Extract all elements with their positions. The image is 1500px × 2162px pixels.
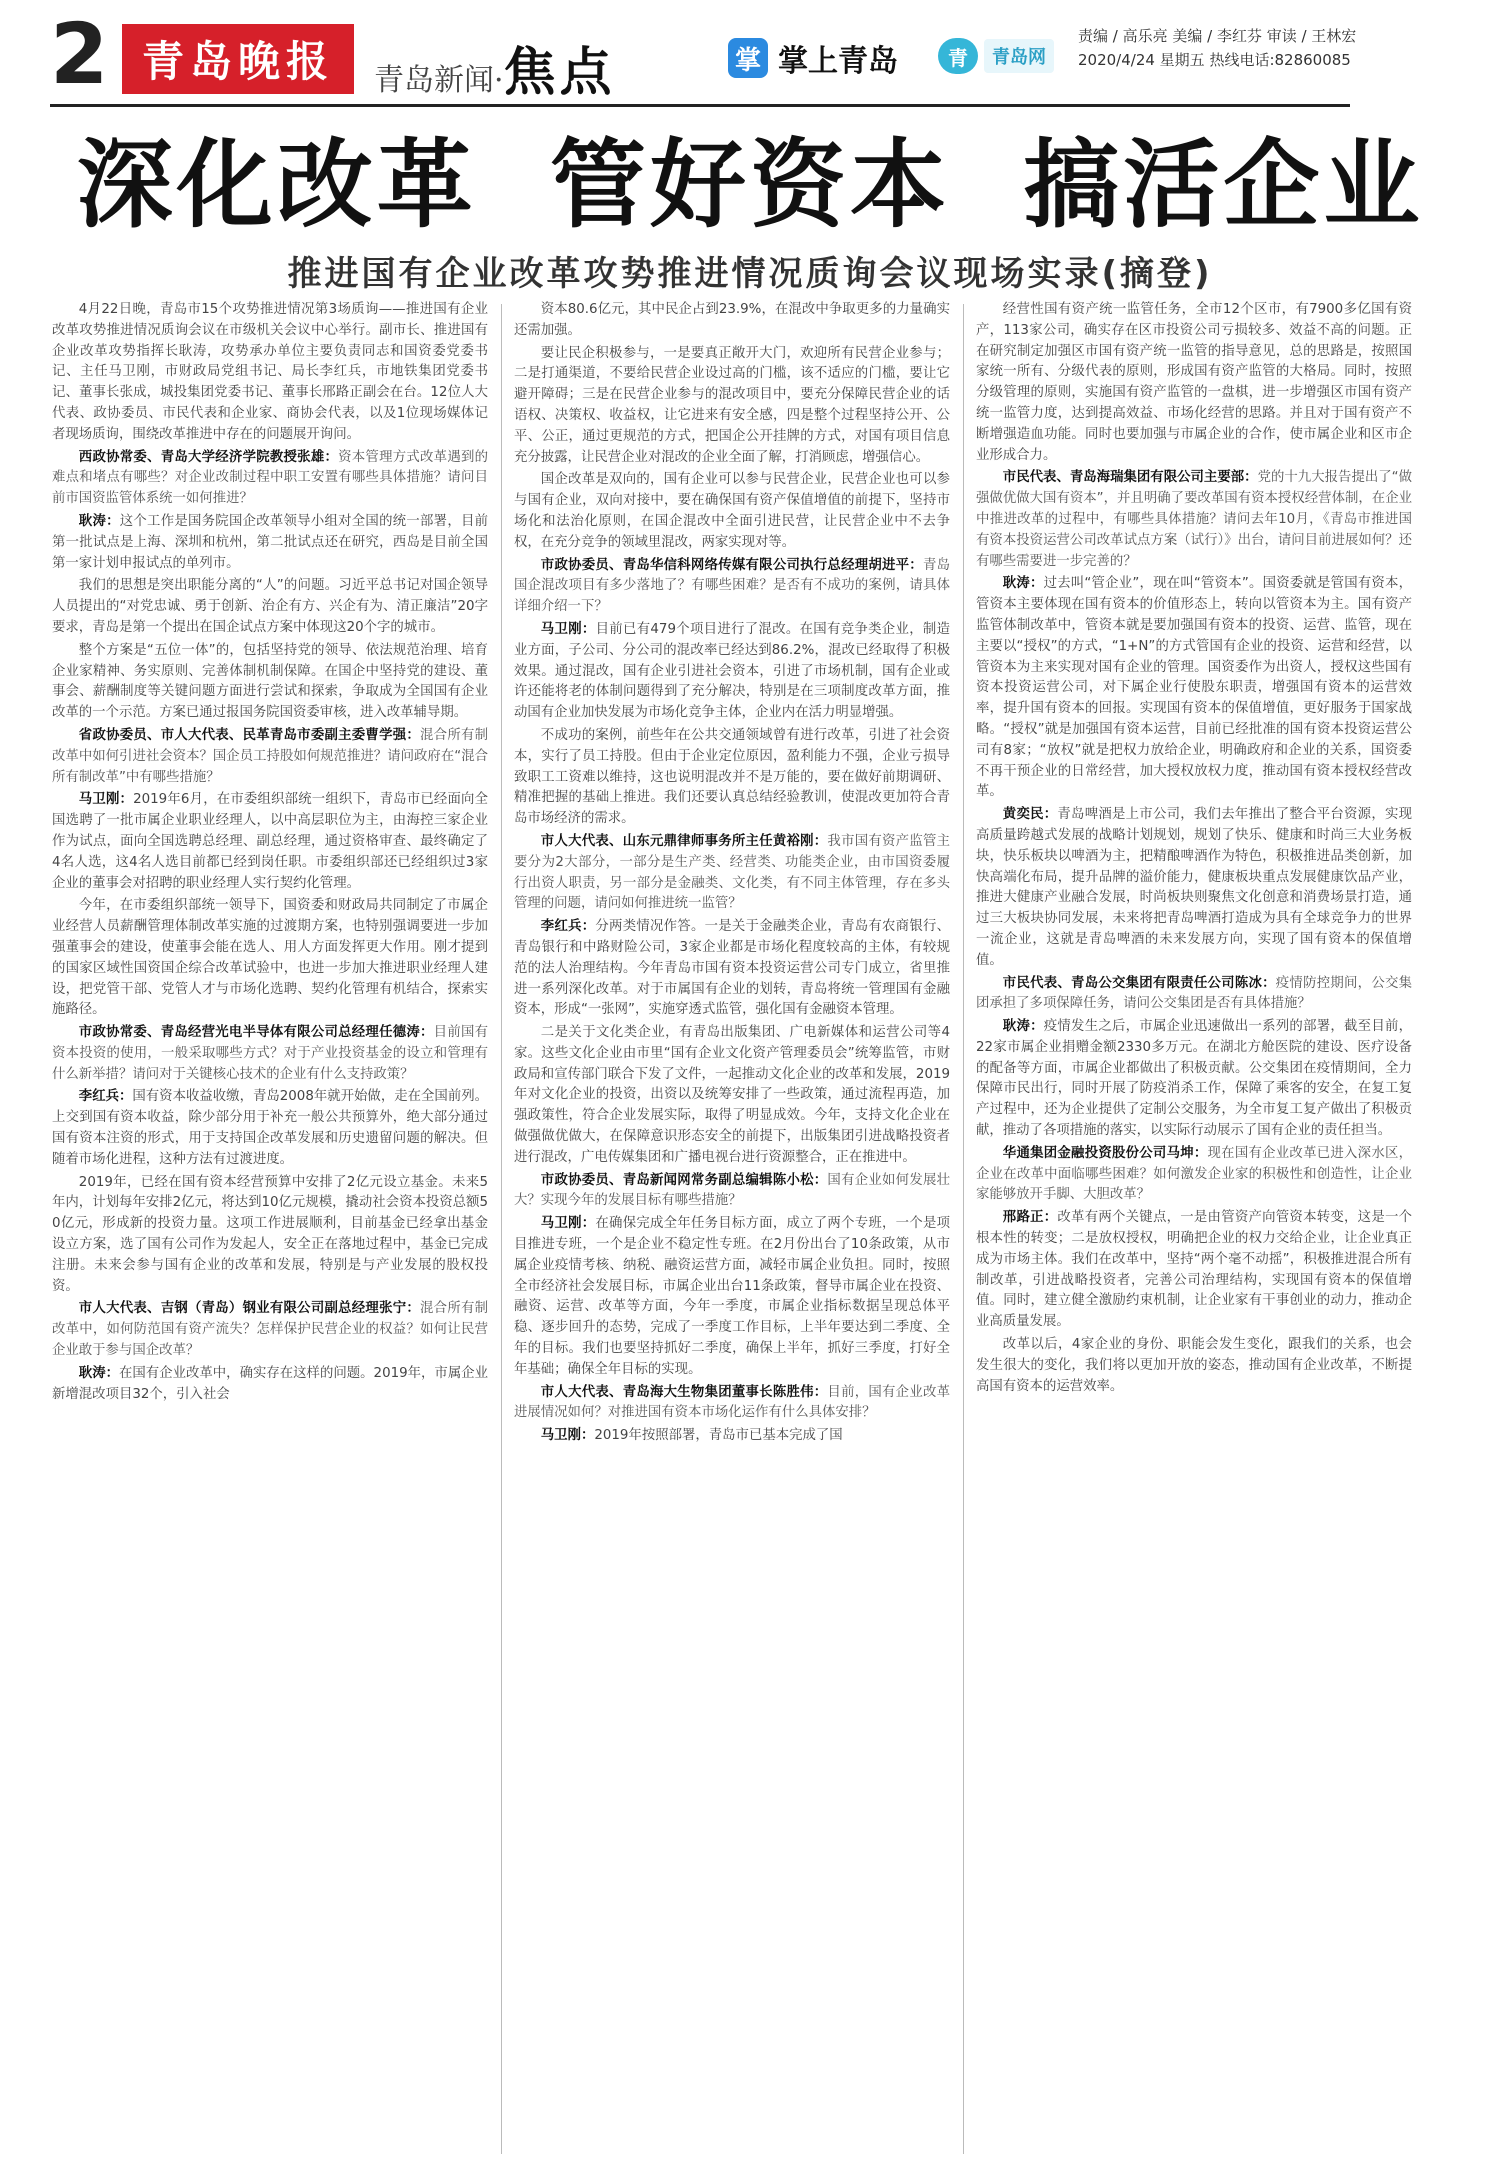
section-sub: 青岛新闻 [374, 63, 494, 98]
question-paragraph [976, 974, 1412, 1016]
answer-paragraph [52, 790, 488, 894]
answer-text: 这个工作是国务院国企改革领导小组对全国的统一部署，目前第一批试点是上海、深圳和杭州，第二批试点还在研究，西岛是目前全国第一家计划申报试点的单列市。 [52, 513, 488, 571]
section-title [374, 30, 616, 105]
answerer-name: 耿涛： [1002, 576, 1044, 592]
answerer-name: 耿涛： [78, 513, 120, 529]
question-paragraph [52, 1299, 488, 1361]
question-paragraph [514, 556, 950, 618]
body-paragraph: 国企改革是双向的，国有企业可以参与民营企业，民营企业也可以参与国有企业，双向对接中，要在确保国有资产保值增值的前提下，坚持市场化和法治化原则，在国企混改中全面引进民营，让民营企业中不去争权，在充分竞争的领域里混改，两家实现对等。 [514, 472, 950, 550]
question-text: 资本管理方式改革遇到的难点和堵点有哪些？对企业改制过程中职工安置有哪些具体措施？请问目前市国资监管体系统一如何推进？ [52, 449, 488, 507]
question-text: 目前，国有企业改革进展情况如何？对推进国有资本市场化运作有什么具体安排？ [514, 1384, 950, 1421]
newspaper-name: 青岛晚报 [141, 37, 334, 86]
answer-text: 在国有企业改革中，确实存在这样的问题。2019年，市属企业新增混改项目32个，引入社会 [52, 1365, 488, 1402]
question-text: 党的十九大报告提出了“做强做优做大国有资本”，并且明确了要改革国有资本授权经营体制，在企业中推进改革的过程中，有哪些具体措施？请问去年10月，《青岛市推进国有资本投资运营公司改革试点方案（试行）》出台，请问目前进展如何？还有哪些需要进一步完善的？ [976, 470, 1412, 569]
answer-paragraph [976, 1208, 1412, 1333]
app-promo-qingdaonews [938, 38, 1054, 74]
answer-text: 目前已有479个项目进行了混改。在国有竞争类企业，制造业方面，子公司、分公司的混改率已经达到86.2%，混改已经取得了积极效果。通过混改，国有企业引进社会资本，引进了市场机制，国有企业或许还能将老的体制问题得到了充分解决，特别是在三项制度改革方面，推动国有企业加快发展为市场化竞争主体，企业内在活力明显增强。 [514, 621, 950, 721]
questioner-name: 市民代表、青岛公交集团有限责任公司陈冰： [1002, 975, 1276, 991]
question-paragraph [52, 448, 488, 510]
question-text: 疫情防控期间，公交集团承担了多项保障任务，请问公交集团是否有具体措施？ [976, 975, 1412, 1012]
body-paragraph: 今年，在市委组织部统一领导下，国资委和财政局共同制定了市属企业经营人员薪酬管理体制改革实施的过渡期方案，也特别强调要进一步加强董事会的建设，使董事会能在选人、用人方面发挥更大作用。刚才提到的国家区域性国资国企综合改革试验中，也进一步加大推进职业经理人建设，把党管干部、党管人才与市场化选聘、契约化管理有机结合，探索实施路径。 [52, 898, 488, 1018]
subheadline: 推进国有企业改革攻势推进情况质询会议现场实录(摘登) [287, 254, 1213, 294]
question-text: 混合所有制改革中如何引进社会资本？国企员工持股如何规范推进？请问政府在“混合所有制改革”中有哪些措施？ [52, 727, 488, 785]
answerer-name: 马卫刚： [78, 792, 134, 808]
answer-paragraph [514, 917, 950, 1021]
questioner-name: 市人大代表、山东元鼎律师事务所主任黄裕刚： [540, 833, 828, 849]
answer-text: 2019年按照部署，青岛市已基本完成了国 [594, 1428, 843, 1444]
answer-paragraph [514, 1426, 950, 1447]
questioner-name: 华通集团金融投资股份公司马坤： [1002, 1145, 1208, 1161]
question-text: 国有企业如何发展壮大？实现今年的发展目标有哪些措施？ [514, 1172, 950, 1209]
body-paragraph: 要让民企积极参与，一是要真正敞开大门，欢迎所有民营企业参与；二是打通渠道，不要给民营企业设过高的门槛，该不适应的门槛，要让它避开障碍；三是在民营企业参与的混改项目中，要充分保障民营企业的话语权、决策权、收益权，让它进来有安全感，四是整个过程坚持公开、公平、公正，通过更规范的方式，把国企公开挂牌的方式，对国有项目信息充分披露，让民营企业对混改的企业全面了解，打消顾虑，增强信心。 [514, 345, 950, 465]
body-paragraph: 2019年，已经在国有资本经营预算中安排了2亿元设立基金。未来5年内，计划每年安排2亿元，将达到10亿元规模，撬动社会资本投资总额50亿元，形成新的投资力量。这项工作进展顺利，目前基金已经拿出基金设立方案，选了国有公司作为发起人，安全正在落地过程中，基金已完成注册。未来会参与国有企业的改革和发展，特别是与产业发展的股权投资。 [52, 1174, 488, 1294]
answer-paragraph [52, 512, 488, 574]
questioner-name: 市民代表、青岛海瑞集团有限公司主要部： [1002, 470, 1258, 486]
answer-paragraph [52, 1087, 488, 1170]
website-name: 青岛网 [984, 39, 1054, 73]
question-paragraph [976, 468, 1412, 572]
answerer-name: 李红兵： [78, 1089, 133, 1105]
question-paragraph [514, 832, 950, 915]
newspaper-logo [122, 24, 354, 94]
answerer-name: 邢路正： [1002, 1210, 1058, 1226]
app-logo-icon: 掌 [728, 38, 768, 78]
question-paragraph [514, 1383, 950, 1425]
questioner-name: 西政协常委、青岛大学经济学院教授张雄： [78, 449, 339, 465]
answer-paragraph [514, 620, 950, 724]
body-paragraph: 4月22日晚，青岛市15个攻势推进情况第3场质询——推进国有企业改革攻势推进情况质询会议在市级机关会议中心举行。副市长、推进国有企业改革攻势指挥长耿涛，攻势承办单位主要负责同志和国资委党委书记、主任马卫刚，市财政局党组书记、局长李红兵，市地铁集团党委书记、董事长张成，城投集团党委书记、董事长邢路正副会在台。12位人大代表、政协委员、市民代表和企业家、商协会代表，以及1位现场媒体记者现场质询，围绕改革推进中存在的问题展开询问。 [52, 302, 488, 442]
article-column-1 [52, 300, 488, 2158]
answer-paragraph [514, 1214, 950, 1380]
question-text: 我市国有资产监管主要分为2大部分，一部分是生产类、经营类、功能类企业，由市国资委履行出资人职责，另一部分是金融类、文化类，有不同主体管理，存在多头管理的问题，请问如何推进统一监管？ [514, 833, 950, 912]
headline: 深化改革 管好资本 搞活企业 [76, 128, 1424, 241]
column-divider [963, 304, 964, 2154]
website-logo-icon: 青 [938, 38, 978, 74]
body-paragraph: 经营性国有资产统一监管任务，全市12个区市，有7900多亿国有资产，113家公司，确实存在区市投资公司亏损较多、效益不高的问题。正在研究制定加强区市国有资产统一监管的指导意见，总的思路是，按照国家统一所有、分级代表的原则，形成国有资产监管的大格局。同时，按照分级管理的原则，实施国有资产监管的一盘棋，进一步增强区市国有资产统一监管力度，达到提高效益、市场化经营的思路。并且对于国有资产不断增强造血功能。同时也要加强与市属企业的合作，使市属企业和区市企业形成合力。 [976, 302, 1412, 463]
question-paragraph [976, 1144, 1412, 1206]
editors-line: 责编 / 高乐亮 美编 / 李红芬 审读 / 王林宏 [1078, 27, 1357, 45]
questioner-name: 市政协委员、青岛新闻网常务副总编辑陈小松： [540, 1172, 828, 1188]
answer-paragraph [976, 1017, 1412, 1142]
question-text: 青岛国企混改项目有多少落地了？有哪些困难？是否有不成功的案例，请具体详细介绍一下？ [514, 557, 950, 615]
answer-paragraph [976, 574, 1412, 803]
body-paragraph: 整个方案是“五位一体”的，包括坚持党的领导、依法规范治理、培育企业家精神、务实原则、完善体制机制保障。在国企中坚持党的建设、董事会、薪酬制度等关键问题方面进行尝试和探索，争取成为全国国有企业改革的一个示范。方案已通过报国务院国资委审核，进入改革辅导期。 [52, 642, 488, 721]
question-paragraph [514, 1171, 950, 1213]
body-paragraph: 资本80.6亿元，其中民企占到23.9%，在混改中争取更多的力量确实还需加强。 [514, 302, 950, 338]
body-paragraph: 改革以后，4家企业的身份、职能会发生变化，跟我们的关系，也会发生很大的变化，我们将以更加开放的姿态，推动国有企业改革，不断提高国有资本的运营效率。 [976, 1337, 1412, 1394]
question-text: 混合所有制改革中，如何防范国有资产流失？怎样保护民营企业的权益？如何让民营企业敢于参与国企改革？ [52, 1301, 488, 1359]
answer-text: 分两类情况作答。一是关于金融类企业，青岛有农商银行、青岛银行和中路财险公司，3家企业都是市场化程度较高的主体，有较规范的法人治理结构。今年青岛市国有资本投资运营公司专门成立，省里推进一系列深化改革。对于市属国有企业的划转，青岛将统一管理国有金融资本，形成“一张网”，实施穿透式监管，强化国有金融资本管理。 [514, 919, 950, 1018]
answerer-name: 李红兵： [540, 919, 596, 935]
article-column-2 [514, 300, 950, 2158]
section-separator: · [494, 63, 504, 98]
question-text: 目前国有资本投资的使用，一般采取哪些方式？对于产业投资基金的设立和管理有什么新举措？请问对于关键核心技术的企业有什么支持政策？ [52, 1025, 488, 1082]
answer-text: 青岛啤酒是上市公司，我们去年推出了整合平台资源，实现高质量跨越式发展的战略计划规划，规划了快乐、健康和时尚三大业务板块，快乐板块以啤酒为主，把精酿啤酒作为特色，积极推进品类创新，加快高端化布局，提升品牌的溢价能力，健康板块重点发展健康饮品产业，推进大健康产业融合发展，时尚板块则聚焦文化创意和消费场景打造，通过三大板块协同发展，未来将把青岛啤酒打造成为具有全球竞争力的世界一流企业，这就是青岛啤酒的未来发展方向，实现了国有资本的保值增值。 [976, 807, 1412, 968]
questioner-name: 省政协委员、市人大代表、民革青岛市委副主委曹学强： [78, 727, 421, 743]
app-name: 掌上青岛 [778, 44, 898, 79]
answer-text: 2019年6月，在市委组织部统一组织下，青岛市已经面向全国选聘了一批市属企业职业经理人，以中高层职位为主，由海控三家企业作为试点，面向全国选聘总经理、副总经理，通过资格审查、最终确定了4名人选，这4名人选目前都已经到岗任职。市委组织部还已经组织过3家企业的董事会对招聘的职业经理人实行契约化管理。 [52, 792, 488, 891]
masthead-rule [50, 104, 1350, 107]
answerer-name: 黄奕民： [1002, 807, 1058, 823]
answerer-name: 马卫刚： [540, 621, 596, 637]
article-column-3 [976, 300, 1412, 2158]
answerer-name: 马卫刚： [540, 1428, 595, 1444]
questioner-name: 市人大代表、青岛海大生物集团董事长陈胜伟： [540, 1384, 828, 1400]
answerer-name: 耿涛： [1002, 1019, 1044, 1035]
answerer-name: 耿涛： [78, 1365, 119, 1381]
body-paragraph: 二是关于文化类企业，有青岛出版集团、广电新媒体和运营公司等4家。这些文化企业由市里“国有企业文化资产管理委员会”统筹监管，市财政局和宣传部门联合下发了文件，一起推动文化企业的改革和发展，2019年对文化企业的投资，出资以及统筹安排了一些政策，通过流程再造，加强政策性，符合企业发展实际，取得了明显成效。今年，支持文化企业在做强做优做大，在保障意识形态安全的前提下，出版集团引进战略投资者进行混改，广电传媒集团和广播电视台进行资源整合，正在推进中。 [514, 1025, 950, 1165]
masthead [50, 5, 1357, 103]
questioner-name: 市政协常委、青岛经营光电半导体有限公司总经理任德涛： [78, 1025, 434, 1041]
answer-text: 过去叫“管企业”，现在叫“管资本”。国资委就是管国有资本，管资本主要体现在国有资本的价值形态上，转向以管资本为主。国有资产监管体制改革中，管资本就是要加强国有资本的投资、运营、监管，现在主要以“授权”的方式，“1+N”的方式管国有企业的投资、运营和经营，以管资本为主来实现对国有企业的管理。国资委作为出资人，授权这些国有资本投资运营公司，对下属企业行使股东职责，增强国有资本的运营效率，提升国有资本的回报。实现国有资本的保值增值，更好服务于国家战略。“授权”就是加强国有资本运营，目前已经批准的国有资本投资运营公司有8家；“放权”就是把权力放给企业，明确政府和企业的关系，国资委不再干预企业的日常经营，加大授权放权力度，推动国有资本授权经营改革。 [976, 576, 1412, 800]
question-paragraph [52, 1023, 488, 1085]
questioner-name: 市政协委员、青岛华信科网络传媒有限公司执行总经理胡进平： [540, 557, 923, 573]
answer-text: 改革有两个关键点，一是由管资产向管资本转变，这是一个根本性的转变；二是放权授权，明确把企业的权力交给企业，让企业真正成为市场主体。我们在改革中，坚持“两个毫不动摇”，积极推进混合所有制改革，引进战略投资者，完善公司治理结构，实现国有资本的保值增值。同时，建立健全激励约束机制，让企业家有干事创业的动力，推动企业高质量发展。 [976, 1210, 1412, 1330]
answer-text: 国有资本收益收缴，青岛2008年就开始做，走在全国前列。上交到国有资本收益，除少部分用于补充一般公共预算外，绝大部分通过国有资本注资的形式，用于支持国企改革发展和历史遗留问题的解决。但随着市场化进程，这种方法有过渡进度。 [52, 1089, 488, 1167]
article-body [52, 300, 1412, 2158]
question-paragraph [52, 726, 488, 788]
questioner-name: 市人大代表、吉钢（青岛）钢业有限公司副总经理张宁： [78, 1301, 421, 1317]
answer-paragraph [52, 1364, 488, 1406]
answer-text: 疫情发生之后，市属企业迅速做出一系列的部署，截至目前，22家市属企业捐赠金额2330多万元。在湖北方舱医院的建设、医疗设备的配备等方面，市属企业都做出了积极贡献。公交集团在疫情期间，全力保障市民出行，同时开展了防疫消杀工作，保障了乘客的安全，在复工复产过程中，还为企业提供了定制公交服务，为全市复工复产做出了积极贡献，推动了各项措施的落实，以实际行动展示了国有企业的责任担当。 [976, 1019, 1412, 1139]
section-main: 焦点 [503, 42, 616, 103]
answerer-name: 马卫刚： [540, 1216, 596, 1232]
page-number: 2 [50, 5, 109, 103]
question-text: 现在国有企业改革已进入深水区，企业在改革中面临哪些困难？如何激发企业家的积极性和创造性，让企业家能够放开手脚、大胆改革？ [976, 1145, 1412, 1203]
app-promo-zhangshang [728, 36, 898, 80]
body-paragraph: 不成功的案例，前些年在公共交通领域曾有进行改革，引进了社会资本，实行了员工持股。但由于企业定位原因，盈利能力不强，企业亏损导致职工工资难以维持，这也说明混改并不是万能的，要在做好前期调研、精准把握的基础上推进。我们还要认真总结经验教训，使混改更加符合青岛市场经济的需求。 [514, 727, 950, 827]
column-divider [501, 304, 502, 2154]
answer-text: 在确保完成全年任务目标方面，成立了两个专班，一个是项目推进专班，一个是企业不稳定性专班。在2月份出台了10条政策，从市属企业疫情考核、纳税、融资运营方面，减轻市属企业负担。同时，按照全市经济社会发展目标，市属企业出台11条政策，督导市属企业在投资、融资、运营、改革等方面，今年一季度，市属企业指标数据呈现总体平稳、逐步回升的态势，完成了一季度工作目标，上半年要达到二季度、全年的目标。我们也要坚持抓好二季度，确保上半年，抓好三季度，打好全年基础；确保全年目标的实现。 [514, 1216, 950, 1377]
body-paragraph: 我们的思想是突出职能分离的“人”的问题。习近平总书记对国企领导人员提出的“对党忠诚、勇于创新、治企有方、兴企有为、清正廉洁”20字要求，青岛是第一个提出在国企试点方案中体现这20个字的城市。 [52, 578, 488, 635]
date-line: 2020/4/24 星期五 热线电话:82860085 [1078, 51, 1351, 69]
editor-info [1078, 24, 1356, 72]
answer-paragraph [976, 805, 1412, 971]
